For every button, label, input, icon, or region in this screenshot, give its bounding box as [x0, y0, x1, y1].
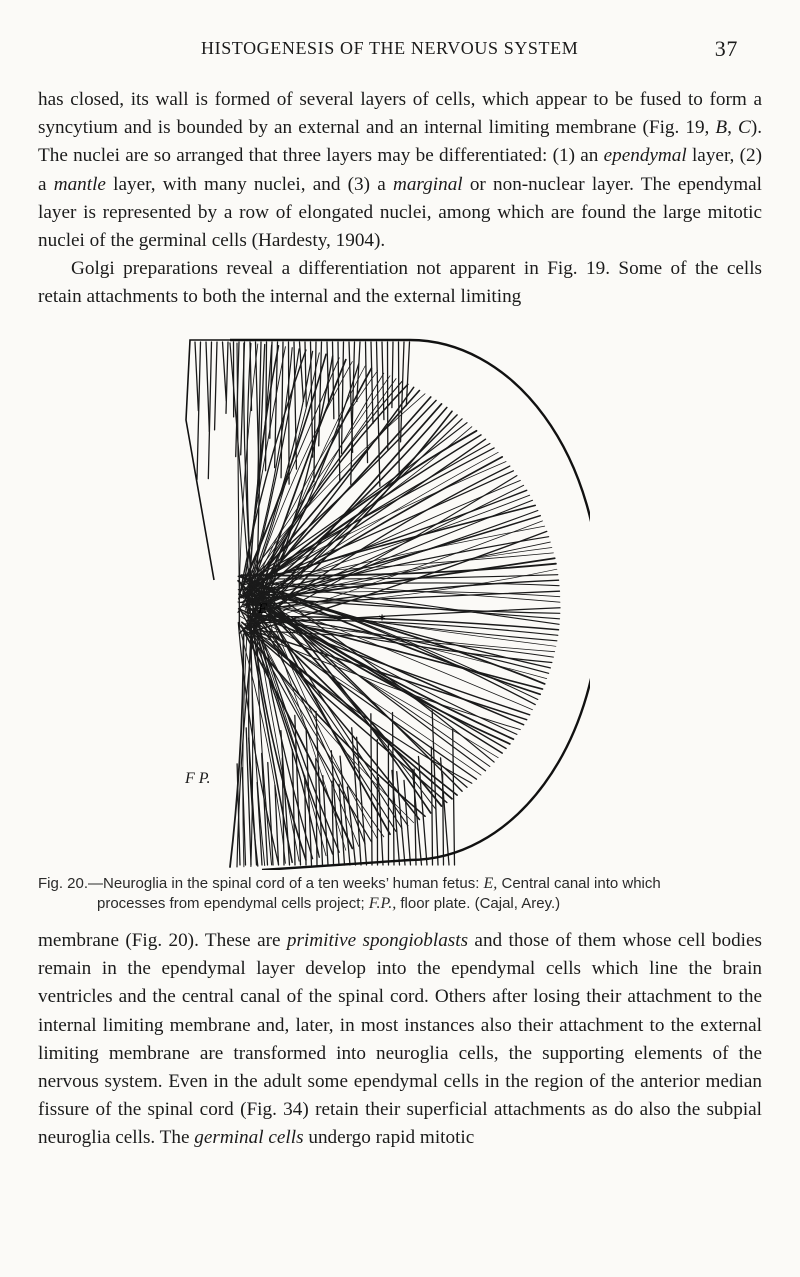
- dorsal-fiber-stroke: [305, 342, 306, 407]
- caption-italic-fp: F.P.,: [368, 895, 397, 912]
- ventral-fiber-stroke: [404, 780, 410, 865]
- caption-text-c: Central canal into which: [497, 875, 661, 892]
- dorsal-fiber-stroke: [197, 342, 201, 480]
- dorsal-fiber-stroke: [371, 342, 373, 423]
- paragraph-3: [38, 927, 762, 1153]
- fiber-stroke: [230, 343, 249, 582]
- p3-text-e: undergo rapid mitotic: [303, 1127, 475, 1149]
- wall-outline: [186, 340, 230, 580]
- dorsal-fiber-stroke: [392, 342, 393, 408]
- dorsal-fiber-stroke: [319, 342, 322, 446]
- caption-italic-e: E,: [483, 875, 498, 892]
- dorsal-fiber-stroke: [333, 342, 334, 419]
- dorsal-fiber-stroke: [206, 342, 209, 431]
- p3-text-a: membrane (Fig. 20). These are: [38, 930, 287, 951]
- ventral-fiber-stroke: [281, 731, 290, 865]
- p1-text-e: ). The nuclei are so arranged that three layers may be differentiated: (1) an: [38, 117, 762, 167]
- p1-text-c: ,: [727, 117, 738, 139]
- p3-italic-germinal-cells: germinal cells: [194, 1127, 304, 1149]
- p1-italic-marginal: marginal: [392, 173, 463, 195]
- ventral-fiber-stroke: [431, 747, 432, 865]
- dorsal-fiber-stroke: [289, 342, 290, 484]
- p1-italic-b: B: [715, 117, 728, 139]
- neuroglia-drawing: [170, 330, 590, 870]
- caption-text-d: processes from ependymal cells project;: [97, 895, 369, 912]
- label-star: *: [378, 612, 386, 629]
- dorsal-fiber-stroke: [377, 342, 380, 486]
- p1-text-g: layer, (2) a: [38, 145, 762, 195]
- figure-caption: [38, 874, 762, 914]
- caption-text-f: floor plate. (Cajal, Arey.): [396, 895, 561, 912]
- label-E: E: [258, 601, 268, 617]
- ventral-fiber-stroke: [453, 729, 455, 865]
- fiber-stroke: [230, 634, 244, 867]
- ventral-fiber-stroke: [305, 776, 306, 865]
- caption-fig-number: Fig. 20.: [38, 875, 89, 892]
- ventral-fiber-stroke: [292, 749, 295, 865]
- dorsal-fiber-stroke: [195, 342, 198, 411]
- dorsal-fiber-stroke: [399, 342, 400, 473]
- dorsal-fiber-stroke: [223, 342, 227, 401]
- paragraph-2: Golgi preparations reveal a differentiation not apparent in Fig. 19. Some of the cells retain attachments to both the internal and the external limiting: [38, 258, 762, 308]
- ventral-fiber-stroke: [257, 782, 262, 865]
- dorsal-fiber-stroke: [300, 342, 304, 401]
- p1-italic-ependymal: ependymal: [603, 145, 687, 167]
- dorsal-fiber-stroke: [226, 342, 228, 413]
- page-number: 37: [714, 36, 738, 61]
- p1-text-a: has closed, its wall is formed of several layers of cells, which appear to be fused to form a syncytium and is bounded by an external and an internal limiting membrane (Fig. 19,: [38, 89, 762, 139]
- p3-text-c: and those of them whose cell bodies remain in the ependymal layer develop into the ependymal cells which line the brain ventricles and the central canal of the spinal cord. Others after losing their attachment to the internal limiting membrane and, later, in most instances also their attachment to the external limiting membrane are transformed into neuroglia cells, the supporting elements of the nervous system. Even in the adult some ependymal cells in the region of the anterior median fissure of the spinal cord (Fig. 34) retain their superficial attachments as do also the subpial neuroglia cells. The: [38, 930, 763, 1149]
- p1-text-i: layer, with many nuclei, and (3) a: [105, 173, 393, 195]
- label-fp: F P.: [185, 770, 211, 787]
- dorsal-fiber-stroke: [327, 342, 329, 402]
- dorsal-fiber-stroke: [382, 342, 384, 420]
- p1-text-k: or non-nuclear layer. The ependymal layer is represented by a row of elongated nuclei, among which are found the large mitotic nuclei of the germinal cells (Hardesty, 1904).: [38, 173, 762, 252]
- caption-text-a: —Neuroglia in the spinal cord of a ten weeks’ human fetus:: [88, 875, 484, 892]
- p1-italic-c: C: [738, 117, 751, 139]
- caption-line-2: [38, 894, 762, 914]
- dorsal-fiber-stroke: [215, 342, 217, 430]
- running-title: HISTOGENESIS OF THE NERVOUS SYSTEM: [201, 38, 579, 58]
- dorsal-fiber-stroke: [250, 342, 252, 410]
- p1-italic-mantle: mantle: [53, 173, 106, 195]
- p3-italic-primitive-spongioblasts: primitive spongioblasts: [286, 930, 469, 951]
- figure-20-illustration: [170, 330, 590, 870]
- dorsal-fiber-stroke: [342, 342, 344, 453]
- paragraph-1: [38, 86, 762, 255]
